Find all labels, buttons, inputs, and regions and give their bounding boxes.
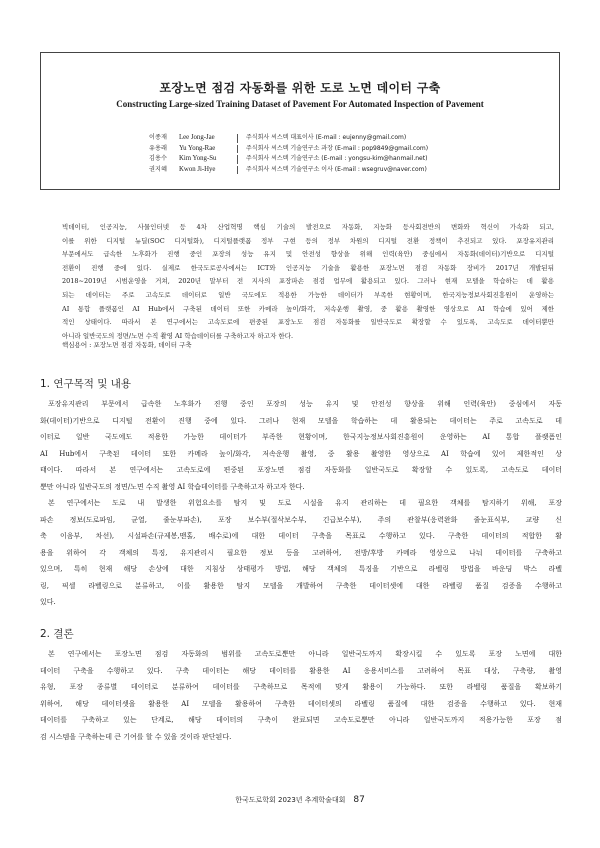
body-line: 유형, 포장 종류별 데이터로 분류하여 데이터를 구축하므로 목적에 맞게 활용이 가능하다. 또한 라벨링 품질을 확보하기 [40,683,562,691]
abstract-line: 2018~2019년 시범운영을 거쳐, 2020년 말부터 전 지사의 포장파손 점검 업무에 활용되고 있다. 그러나 현재 모델을 학습하는 데 활용 [62,277,554,286]
author-name-en: Kim Yong-Su [179,155,217,163]
body-line: 포장유지관리 부문에서 급속한 노후화가 진행 중인 포장의 성능 유지 및 안전성 향상을 위해 인력(육안) 중심에서 자동 [48,400,562,408]
section-1-body [40,396,562,611]
author-divider [237,145,238,154]
author-name-en: Kwon Ji-Hye [179,165,216,173]
section-2-body [40,646,562,745]
author-name-ko: 권지혜 [149,165,167,173]
body-line: 링, 픽셀 라벨링으로 분류하고, 이를 활용한 탐지 모델을 개발하여 구축한 데이터셋에 대한 라벨링 품질 검증을 수행하고 [40,581,562,590]
body-line: 파손 정보(도로파임, 균열, 줄눈부파손), 포장 보수부(절삭보수부, 긴급보수부), 주의 관찰부(응력완화 줄눈표식부, 교량 신 [40,515,562,524]
author-row [149,165,489,176]
conference-name: 한국도로학회 2023년 추계학술대회 [235,796,346,804]
body-line: 화(데이터)기반으로 디지털 전환이 진행 중에 있다. 그러나 현재 모델을 학습하는 데 활용되는 데이터는 주로 고속도로 데 [40,416,562,425]
body-line: 태이다. 따라서 본 연구에서는 고속도로에 편중된 포장노면 점검 자동화를 일반국도로 확장할 수 있도록, 고속도로 데이터 [40,466,562,474]
page-number: 87 [353,795,365,805]
keywords: 핵심용어 : 포장노면 점검 자동화, 데이터 구축 [62,341,192,349]
author-row [149,144,489,155]
abstract-line: 아니라 일반국도의 정면/노면 수직 촬영 AI 학습데이터를 구축하고자 하고자 한다. [62,331,294,340]
author-divider [237,134,238,143]
abstract-line: 되는 데이터는 주로 고속도로 데이터로 일반 국도에도 적용한 가능한 데이터가 부족한 현황이며, 한국지능정보사회진흥원이 운영하는 [62,290,554,299]
author-name-ko: 김용수 [149,155,167,163]
paper-title-english: Constructing Large-sized Training Dataset of Pavement For Automated Inspection of Pavement [116,99,484,109]
author-list [149,133,489,175]
page-footer [0,795,600,805]
author-affiliation: 주식회사 씨스텍 기술연구소 이사 (E-mail : wsegruv@naver.com) [246,165,427,173]
title-box [40,52,560,190]
author-name-en: Yu Yong-Rae [179,144,216,152]
body-line: 이터로 일반 국도에도 적용한 가능한 데이터가 부족한 현황이며, 한국지능정보사회진흥원이 운영하는 AI 통합 플랫폼인 [40,433,562,441]
abstract-line: 이를 위한 디지털 뉴딜(SOC 디지털화), 디지털플랫폼 정부 구현 등의 정부 차원의 디지털 전환 정책이 추진되고 있다. 포장유지관리 [62,236,554,245]
author-row [149,154,489,165]
author-name-ko: 이종재 [149,134,167,141]
body-line: 용을 위하여 각 객체의 특징, 유지관리시 필요한 정보 등을 고려하여, 전방/후방 카메라 영상으로 나눠 데이터를 구축하고 [40,548,562,557]
body-line: 위하여, 해당 데이터셋을 활용한 AI 모델을 활용하여 구축한 데이터셋의 라벨링 품질에 대한 검증을 수행하고 있다. 현재 [40,699,562,708]
body-line: AI Hub에서 구축된 데이터 또한 카메라 높이/화각, 저속운행 촬영, 중 활용 촬영한 영상으로 AI 학습에 있어 제한적인 상 [40,449,562,458]
author-affiliation: 주식회사 씨스텍 기술연구소 (E-mail : yongsu-kim@hanmail.net) [246,155,428,163]
abstract [62,221,554,343]
author-row [149,133,489,144]
abstract-line: 부문에서도 급속한 노후화가 진행 중인 포장의 성능 유지 및 안전성 향상을 위해 인력(육안) 중심에서 자동화(데이터)기반으로 디지털 [62,250,554,259]
author-name-en: Lee Jong-Jae [179,134,215,141]
body-line: 축 이음부, 차선), 시설파손(규제봉,맨홀, 배수로)에 대한 데이터 구축을 목표로 수행하고 있다. 구축한 데이터의 적합한 활 [40,532,562,540]
abstract-line: 적인 상태이다. 따라서 본 연구에서는 고속도로에 편중된 포장노도 점검 자동화를 일반국도로 확장할 수 있도록, 고속도로 데이터뿐만 [62,318,554,327]
body-line: 본 연구에서는 도로 내 발생한 위험요소를 탐지 및 도로 시설을 유지 관리하는 데 필요한 객체를 탐지하기 위해, 포장 [48,499,562,507]
section-1-heading: 1. 연구목적 및 내용 [40,378,132,390]
body-line: 있다. [40,598,56,606]
body-line: 검 시스템을 구축하는데 큰 기여를 할 수 있을 것이라 판단된다. [40,732,232,741]
body-line: 뿐만 아니라 일반국도의 정면/노면 수직 촬영 AI 학습데이터를 구축하고자 하고자 한다. [40,482,305,491]
body-line: 데이터를 구축하고 있는 단계로, 해당 데이터의 구축이 완료되면 고속도로뿐만 아니라 일반국도까지 적용가능한 포장 점 [40,716,562,724]
section-2-heading: 2. 결론 [40,628,74,640]
body-line: 본 연구에서는 포장노면 점검 자동화의 범위를 고속도로뿐만 아니라 일반국도까지 확장시킬 수 있도록 포장 노면에 대한 [48,650,562,658]
author-divider [237,155,238,164]
author-affiliation: 주식회사 씨스텍 대표이사 (E-mail : eujenny@gmail.com) [246,134,407,141]
paper-title-korean: 포장노면 점검 자동화를 위한 도로 노면 데이터 구축 [159,81,441,95]
author-name-ko: 유용래 [149,144,167,152]
abstract-line: 전환이 진행 중에 있다. 실제로 한국도로공사에서는 ICT와 인공지능 기술을 활용한 포장노면 점검 자동화 장비가 2017년 개발된뒤 [62,263,554,272]
abstract-line: AI 통합 플랫폼인 AI Hub에서 구축된 데이터 또한 카메라 높이/화각, 저속운행 촬영, 중 활용 촬영한 영상으로 AI 학습에 있어 제한 [62,304,554,313]
abstract-line: 빅데이터, 인공지능, 사물인터넷 등 4차 산업혁명 핵심 기술의 발전으로 자동화, 지능화 등사회전반의 변화와 혁신이 가속화 되고, [62,223,554,231]
body-line: 데이터 구축을 수행하고 있다. 구축 데이터는 해당 데이터를 활용한 AI 응용서비스를 고려하여 목표 대상, 구축량, 촬영 [40,666,562,675]
author-affiliation: 주식회사 씨스텍 기술연구소 과장 (E-mail : pop9849@gmail.com) [246,144,429,152]
author-divider [237,166,238,175]
body-line: 있으며, 특히 현재 해당 손상에 대한 지침상 상태평가 방법, 해당 객체의 특징을 기반으로 라벨링 방법을 바운딩 박스 라벨 [40,565,562,573]
